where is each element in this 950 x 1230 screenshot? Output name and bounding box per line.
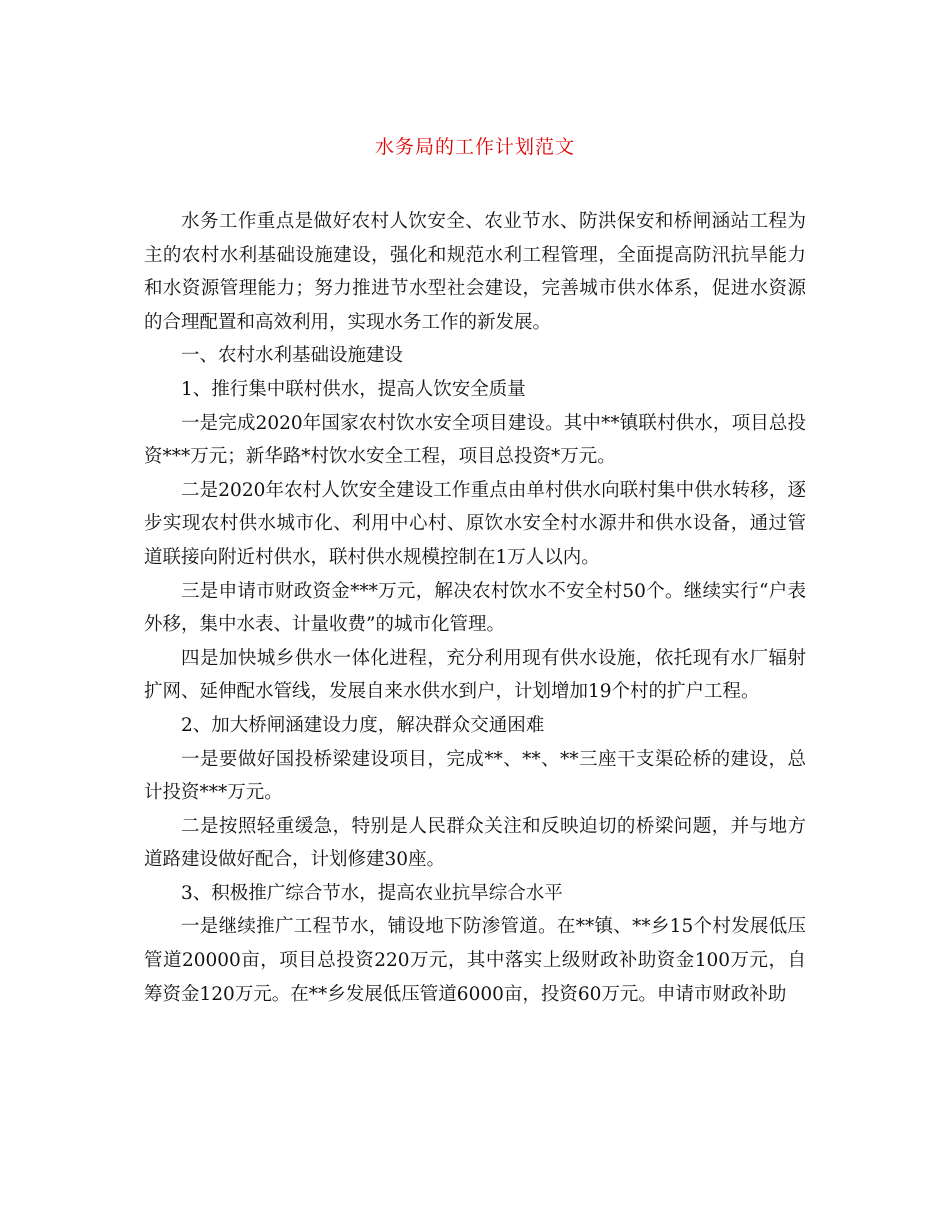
document-body [144, 205, 806, 1011]
subsection-heading-1: 1、推行集中联村供水，提高人饮安全质量 [181, 378, 526, 400]
paragraph: 三是申请市财政资金***万元，解决农村饮水不安全村50个。继续实行“户表外移，集中水表、计量收费”的城市化管理。 [144, 580, 806, 636]
paragraph: 一是要做好国投桥梁建设项目，完成**、**、**三座干支渠砼桥的建设，总计投资***万元。 [144, 748, 806, 804]
paragraph: 二是2020年农村人饮安全建设工作重点由单村供水向联村集中供水转移，逐步实现农村供水城市化、利用中心村、原饮水安全村水源井和供水设备，通过管道联接向附近村供水，联村供水规模控制在1万人以内。 [144, 479, 806, 568]
paragraph: 四是加快城乡供水一体化进程，充分利用现有供水设施，依托现有水厂辐射扩网、延伸配水管线，发展自来水供水到户，计划增加19个村的扩户工程。 [144, 647, 806, 703]
paragraph: 一是继续推广工程节水，铺设地下防渗管道。在**镇、**乡15个村发展低压管道20000亩，项目总投资220万元，其中落实上级财政补助资金100万元，自筹资金120万元。在**乡发展低压管道6000亩，投资60万元。申请市财政补助 [144, 916, 806, 1005]
section-heading-1: 一、农村水利基础设施建设 [181, 345, 404, 367]
paragraph: 二是按照轻重缓急，特别是人民群众关注和反映迫切的桥梁问题，并与地方道路建设做好配合，计划修建30座。 [144, 815, 806, 871]
paragraph: 一是完成2020年国家农村饮水安全项目建设。其中**镇联村供水，项目总投资***万元；新华路*村饮水安全工程，项目总投资*万元。 [144, 412, 806, 468]
subsection-heading-2: 2、加大桥闸涵建设力度，解决群众交通困难 [181, 714, 545, 736]
paragraph-intro: 水务工作重点是做好农村人饮安全、农业节水、防洪保安和桥闸涵站工程为主的农村水利基础设施建设，强化和规范水利工程管理，全面提高防汛抗旱能力和水资源管理能力；努力推进节水型社会建设，完善城市供水体系，促进水资源的合理配置和高效利用，实现水务工作的新发展。 [144, 211, 806, 333]
document-title: 水务局的工作计划范文 [374, 136, 575, 158]
subsection-heading-3: 3、积极推广综合节水，提高农业抗旱综合水平 [181, 882, 563, 904]
